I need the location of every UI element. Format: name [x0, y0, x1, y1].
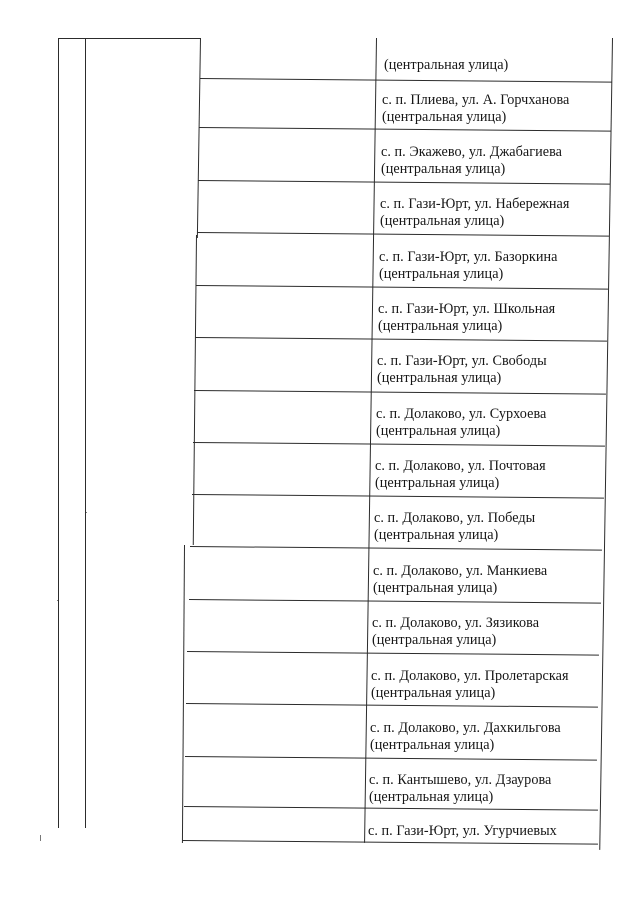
address-cell-6	[377, 353, 547, 387]
row-border-1	[200, 78, 612, 83]
table-column-divider-2	[197, 38, 201, 238]
address-line-2: (центральная улица)	[374, 527, 499, 543]
address-cell-8	[375, 458, 546, 492]
address-line-1: с. п. Плиева, ул. А. Горчханова	[382, 92, 570, 108]
row-border-13	[186, 703, 598, 708]
address-cell-5	[378, 301, 555, 335]
address-line-1: с. п. Долаково, ул. Пролетарская	[371, 668, 569, 684]
table-left-border	[58, 38, 59, 828]
address-line-2: (центральная улица)	[369, 789, 494, 805]
address-cell-3	[380, 196, 569, 230]
address-line-1: с. п. Кантышево, ул. Дзаурова	[369, 772, 552, 788]
address-line-2: (центральная улица)	[373, 580, 498, 596]
address-line-1: с. п. Экажево, ул. Джабагиева	[381, 144, 563, 160]
address-line-2: (центральная улица)	[372, 632, 497, 648]
address-cell-9	[374, 510, 535, 544]
address-continuation: (центральная улица)	[384, 57, 509, 73]
address-line-1: с. п. Гази-Юрт, ул. Набережная	[380, 196, 570, 212]
row-border-2	[199, 127, 611, 132]
address-line-2: (центральная улица)	[378, 318, 503, 334]
table-bottom-border	[182, 840, 598, 845]
address-line-1: с. п. Долаково, ул. Зязикова	[372, 615, 540, 631]
address-line-1: с. п. Гази-Юрт, ул. Школьная	[378, 301, 556, 317]
address-cell-1	[382, 92, 569, 126]
row-border-12	[187, 651, 599, 656]
address-line-2: (центральная улица)	[382, 109, 507, 125]
address-cell-7	[376, 406, 546, 440]
address-line-1: с. п. Долаково, ул. Манкиева	[373, 563, 548, 579]
address-line-2: (центральная улица)	[381, 161, 506, 177]
address-cell-10	[373, 563, 547, 597]
address-line-1: с. п. Долаково, ул. Почтовая	[375, 458, 546, 474]
row-border-11	[189, 599, 601, 604]
row-border-15	[184, 806, 598, 811]
address-line-2: (центральная улица)	[371, 685, 496, 701]
address-cell-2	[381, 144, 562, 178]
address-line-1: с. п. Долаково, ул. Сурхоева	[376, 406, 547, 422]
address-cell-4	[379, 249, 557, 283]
row-border-10	[190, 546, 602, 551]
address-cell-15	[368, 823, 557, 840]
address-cell-13	[370, 720, 561, 754]
address-cell-12	[371, 668, 569, 702]
address-line-2: (центральная улица)	[376, 423, 501, 439]
row-border-3	[198, 180, 610, 185]
row-border-9	[192, 494, 604, 499]
address-line-2: (центральная улица)	[370, 737, 495, 753]
table-top-border	[58, 38, 201, 39]
row-border-6	[195, 337, 607, 342]
address-line-1: с. п. Долаково, ул. Дахкильгова	[370, 720, 561, 736]
row-border-4	[197, 232, 609, 237]
address-line-1: с. п. Гази-Юрт, ул. Свободы	[377, 353, 547, 369]
address-cell-14	[369, 772, 551, 806]
address-column-right-border	[599, 38, 613, 850]
table-column-divider-2c	[182, 545, 185, 843]
address-line-1: с. п. Гази-Юрт, ул. Угурчиевых	[368, 823, 557, 839]
scan-speck	[86, 512, 87, 513]
row-border-8	[193, 442, 605, 447]
row-border-14	[185, 756, 597, 761]
scan-speck	[40, 835, 41, 841]
address-cell-11	[372, 615, 539, 649]
address-line-2: (центральная улица)	[380, 213, 505, 229]
row-border-7	[194, 390, 606, 395]
address-line-2: (центральная улица)	[379, 266, 504, 282]
address-cell-0	[384, 57, 508, 74]
address-line-2: (центральная улица)	[377, 370, 502, 386]
row-border-5	[196, 285, 608, 290]
address-line-2: (центральная улица)	[375, 475, 500, 491]
address-line-1: с. п. Долаково, ул. Победы	[374, 510, 536, 526]
table-column-divider-1	[85, 38, 86, 828]
address-line-1: с. п. Гази-Юрт, ул. Базоркина	[379, 249, 558, 265]
scan-speck	[57, 600, 58, 601]
